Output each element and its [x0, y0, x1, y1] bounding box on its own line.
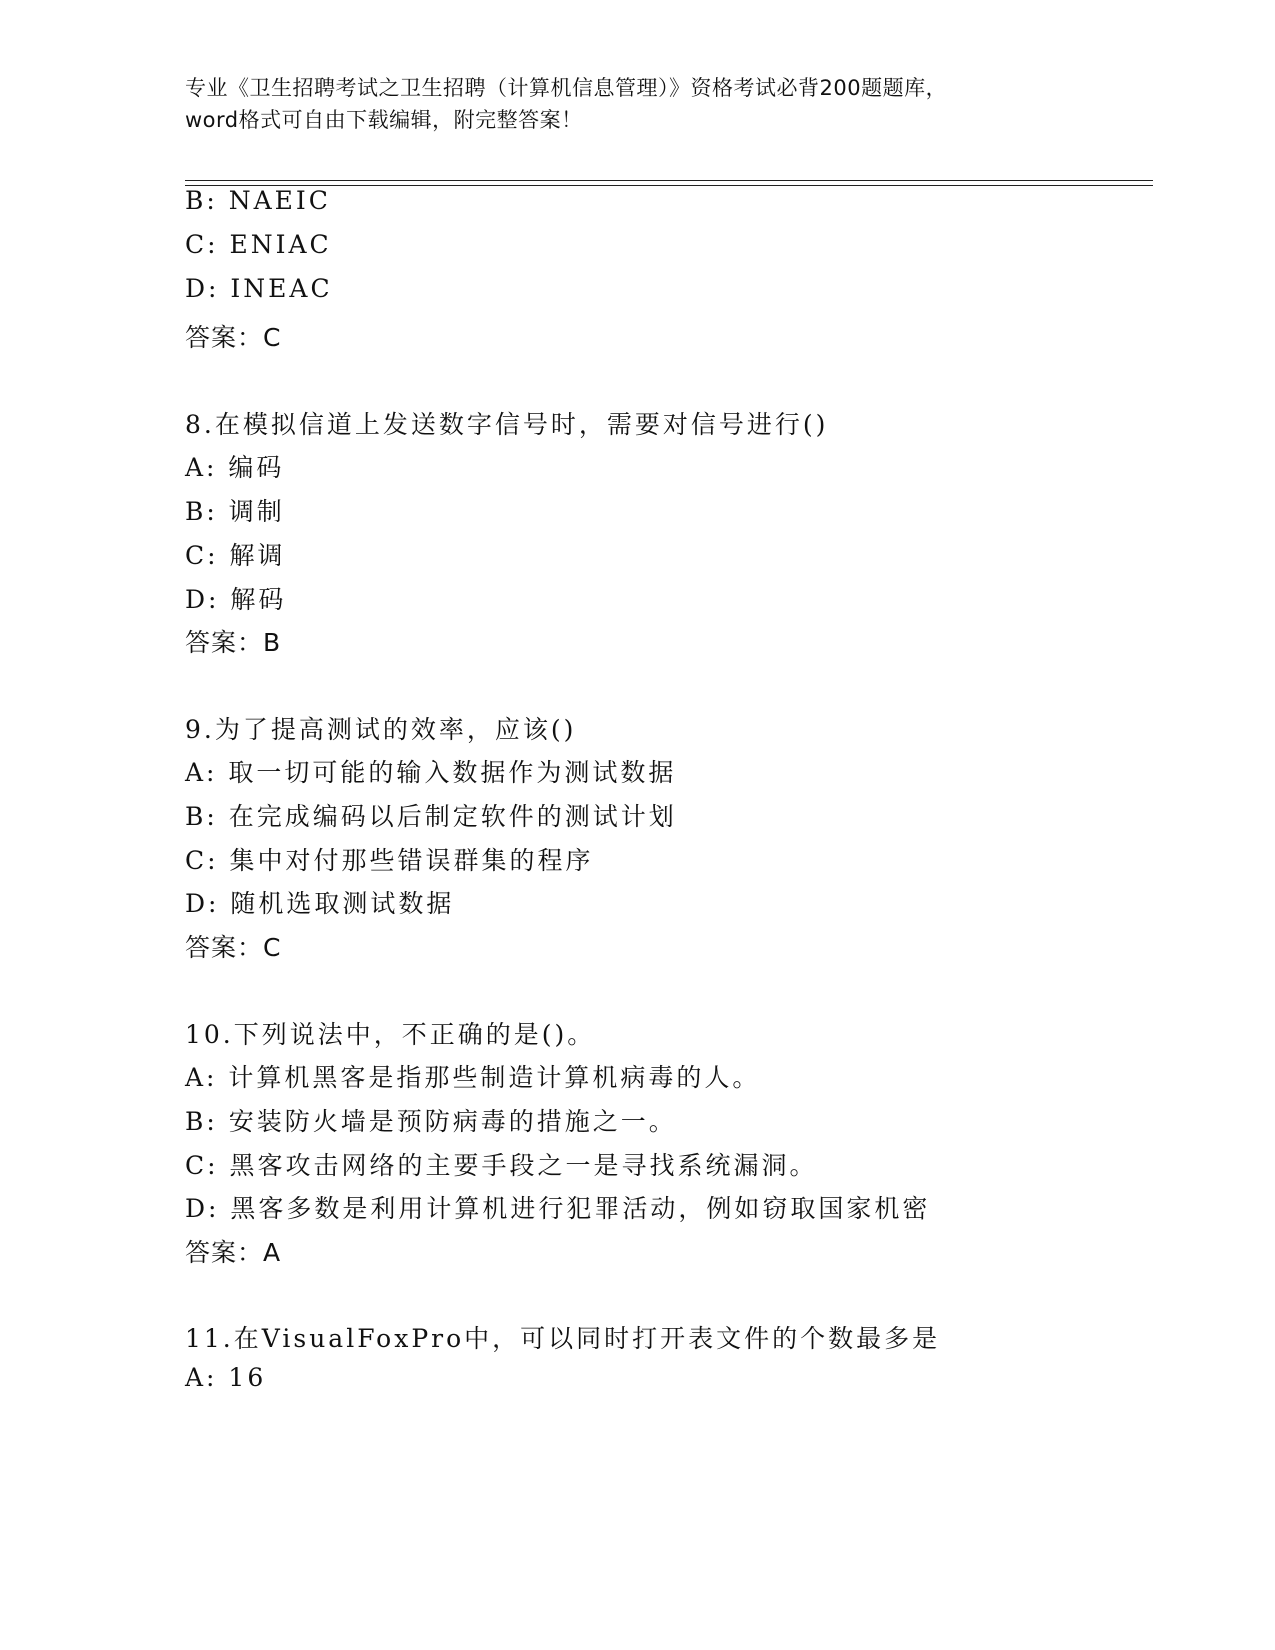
q7-option-d: D: INEAC	[185, 274, 333, 303]
q9-option-d: D: 随机选取测试数据	[185, 889, 455, 918]
q9-option-b: B: 在完成编码以后制定软件的测试计划	[185, 802, 677, 831]
q10-option-b: B: 安装防火墙是预防病毒的措施之一。	[185, 1107, 677, 1136]
q8-option-a: A: 编码	[185, 453, 285, 482]
q7-option-b: B: NAEIC	[185, 186, 331, 215]
q10-stem: 10.下列说法中，不正确的是()。	[185, 1020, 596, 1049]
q10-answer: 答案：A	[185, 1238, 282, 1267]
q9-option-c: C: 集中对付那些错误群集的程序	[185, 846, 594, 875]
q8-answer: 答案：B	[185, 628, 282, 657]
q7-option-c: C: ENIAC	[185, 230, 332, 259]
header-line-2: word格式可自由下载编辑，附完整答案！	[185, 108, 583, 132]
q8-option-b: B: 调制	[185, 497, 285, 526]
q9-stem: 9.为了提高测试的效率，应该()	[185, 715, 577, 744]
q9-option-a: A: 取一切可能的输入数据作为测试数据	[185, 758, 677, 787]
document-header	[185, 72, 1085, 136]
q10-option-d: D: 黑客多数是利用计算机进行犯罪活动，例如窃取国家机密	[185, 1194, 931, 1223]
header-divider-top	[185, 180, 1153, 181]
q10-option-c: C: 黑客攻击网络的主要手段之一是寻找系统漏洞。	[185, 1151, 818, 1180]
q7-answer: 答案：C	[185, 323, 282, 352]
q8-option-d: D: 解码	[185, 585, 287, 614]
q8-stem: 8.在模拟信道上发送数字信号时，需要对信号进行()	[185, 410, 829, 439]
q11-stem: 11.在VisualFoxPro中，可以同时打开表文件的个数最多是	[185, 1324, 941, 1353]
q11-option-a: A: 16	[185, 1363, 267, 1392]
q10-option-a: A: 计算机黑客是指那些制造计算机病毒的人。	[185, 1063, 761, 1092]
q9-answer: 答案：C	[185, 933, 282, 962]
q8-option-c: C: 解调	[185, 541, 286, 570]
header-line-1: 专业《卫生招聘考试之卫生招聘（计算机信息管理）》资格考试必背200题题库，	[185, 76, 948, 100]
